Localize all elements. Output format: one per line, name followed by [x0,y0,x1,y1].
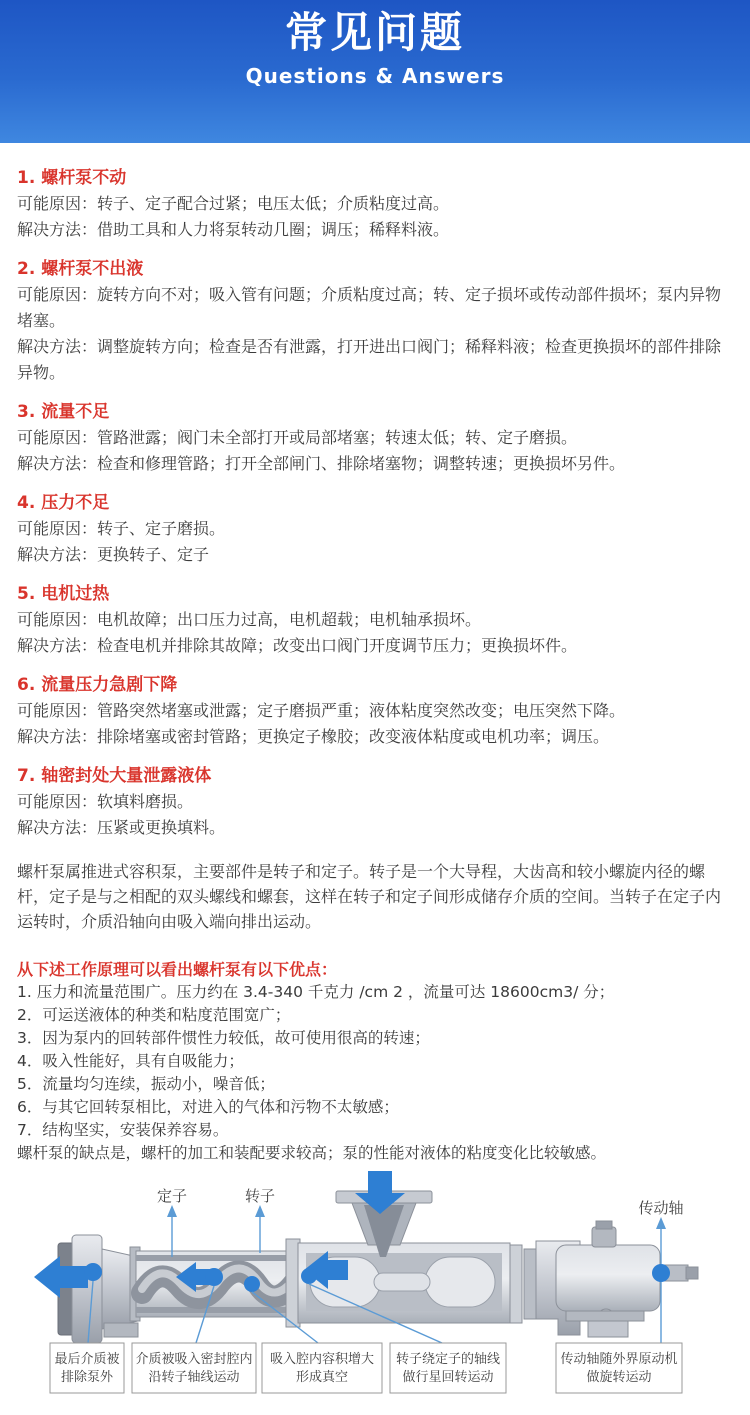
outlet-flange [72,1235,102,1343]
page-header [0,0,750,143]
caption-1-line2: 排除泵外 [60,1370,114,1385]
tie-rod-top [136,1255,298,1261]
qa-solution: 解决方法：借助工具和人力将泵转动几圈；调压；稀释料液。 [17,220,450,239]
qa-title: 7. 轴密封处大量泄露液体 [17,766,212,786]
qa-block-7 [17,763,733,841]
qa-block-2 [17,256,733,386]
qa-cause: 可能原因：管路泄露；阀门未全部打开或局部堵塞；转速太低；转、定子磨损。 [17,428,578,447]
caption-box-4 [390,1343,506,1393]
caption-4-line2: 做行星回转运动 [402,1370,494,1385]
marker-dot-rotor [244,1276,260,1292]
pump-diagram [0,1165,750,1411]
marker-dot-suction [301,1268,317,1284]
qa-cause: 可能原因：转子、定子配合过紧；电压太低；介质粘度过高。 [17,194,450,213]
qa-solution: 解决方法：检查和修理管路；打开全部闸门、排除堵塞物；调整转速；更换损坏另件。 [17,454,626,473]
rotor-label: 转子 [244,1187,276,1205]
qa-title: 3. 流量不足 [17,402,110,422]
caption-5-line1: 传动轴随外界原动机 [560,1352,678,1367]
advantage-item: 1. 压力和流量范围广。压力约在 3.4-340 千克力 /cm 2 ，流量可达 18600cm3/ 分； [17,983,615,1001]
caption-box-5 [556,1343,682,1393]
page-subtitle: Questions & Answers [245,64,505,88]
advantage-item: 6．与其它回转泵相比，对进入的气体和污物不太敏感； [17,1098,399,1116]
oil-plug [592,1227,616,1247]
shaft-arrowhead-icon [656,1217,666,1229]
disadvantage-line: 螺杆泵的缺点是，螺杆的加工和装配要求较高；泵的性能对液体的粘度变化比较敏感。 [17,1144,607,1162]
casing-flange-right [510,1245,522,1323]
stator-arrowhead-icon [167,1205,177,1217]
faq-content [0,143,750,1165]
qa-block-3 [17,399,733,477]
qa-solution: 解决方法：压紧或更换填料。 [17,818,226,837]
qa-block-5 [17,581,733,659]
qa-cause: 可能原因：软填料磨损。 [17,792,194,811]
rotor-arrowhead-icon [255,1205,265,1217]
qa-solution: 解决方法：排除堵塞或密封管路；更换定子橡胶；改变液体粘度或电机功率；调压。 [17,727,610,746]
oil-plug-cap [596,1221,612,1229]
leader-arrowheads [167,1205,666,1229]
caption-boxes [50,1343,682,1393]
caption-4-line1: 转子绕定子的轴线 [395,1352,501,1367]
stator-label: 定子 [156,1187,188,1205]
qa-cause: 可能原因：管路突然堵塞或泄露；定子磨损严重；液体粘度突然改变；电压突然下降。 [17,701,626,720]
qa-solution: 解决方法：更换转子、定子 [17,545,210,564]
coupling-rod [374,1273,430,1291]
qa-cause: 可能原因：转子、定子磨损。 [17,519,226,538]
qa-title: 6. 流量压力急剧下降 [17,675,178,695]
caption-2-line1: 介质被吸入密封腔内 [135,1352,253,1367]
advantage-item: 7．结构坚实，安装保养容易。 [17,1121,229,1139]
qa-cause: 可能原因：旋转方向不对；吸入管有问题；介质粘度过高；转、定子损坏或传动部件损坏；泵内异物堵塞。 [17,285,722,330]
page-title: 常见问题 [284,8,465,57]
caption-box-3 [262,1343,382,1393]
seal-ring [524,1249,536,1319]
pump-diagram-svg [0,1165,750,1411]
drive-shaft-thread [686,1267,698,1279]
caption-2-line2: 沿转子轴线运动 [148,1370,240,1385]
advantages-section [17,958,733,1165]
qa-solution: 解决方法：检查电机并排除其故障；改变出口阀门开度调节压力；更换损坏件。 [17,636,578,655]
qa-block-1 [17,165,733,243]
coupling-joint-right [425,1257,495,1307]
marker-dot-shaft [652,1264,670,1282]
marker-dot-stator [205,1268,223,1286]
housing-foot-plate [566,1311,644,1321]
qa-cause: 可能原因：电机故障；出口压力过高，电机超载；电机轴承损坏。 [17,610,482,629]
advantages-heading: 从下述工作原理可以看出螺杆泵有以下优点： [17,960,338,979]
qa-block-6 [17,672,733,750]
advantage-item: 3．因为泵内的回转部件惯性力较低，故可使用很高的转速； [17,1029,430,1047]
qa-title: 2. 螺杆泵不出液 [17,259,144,279]
advantage-item: 4．吸入性能好，具有自吸能力； [17,1052,244,1070]
advantage-item: 2．可运送液体的种类和粘度范围宽广； [17,1006,291,1024]
qa-title: 1. 螺杆泵不动 [17,168,127,188]
marker-dot-outlet [84,1263,102,1281]
pump-description: 螺杆泵属推进式容积泵，主要部件是转子和定子。转子是一个大导程，大齿高和较小螺旋内径的螺杆，定子是与之相配的双头螺线和螺套，这样在转子和定子间形成储存介质的空间。当转子在定子内运转时，介质沿轴向由吸入端向排出运动。 [17,862,722,931]
pump-body [58,1191,698,1343]
qa-title: 5. 电机过热 [17,584,110,604]
advantage-item: 5．流量均匀连续，振动小，噪音低； [17,1075,275,1093]
bearing-housing [556,1245,660,1311]
caption-box-1 [50,1343,124,1393]
caption-1-line1: 最后介质被 [54,1352,120,1367]
left-foot [104,1323,138,1337]
qa-solution: 解决方法：调整旋转方向；检查是否有泄露，打开进出口阀门；稀释料液；检查更换损坏的部件排除异物。 [17,337,722,382]
qa-block-4 [17,490,733,568]
caption-5-line2: 做旋转运动 [586,1370,652,1385]
housing-foot [588,1321,628,1337]
drive-shaft-label: 传动轴 [638,1199,684,1217]
qa-title: 4. 压力不足 [17,493,110,513]
caption-3-line2: 形成真空 [295,1370,349,1385]
caption-box-2 [132,1343,256,1393]
caption-3-line1: 吸入腔内容积增大 [269,1352,375,1367]
